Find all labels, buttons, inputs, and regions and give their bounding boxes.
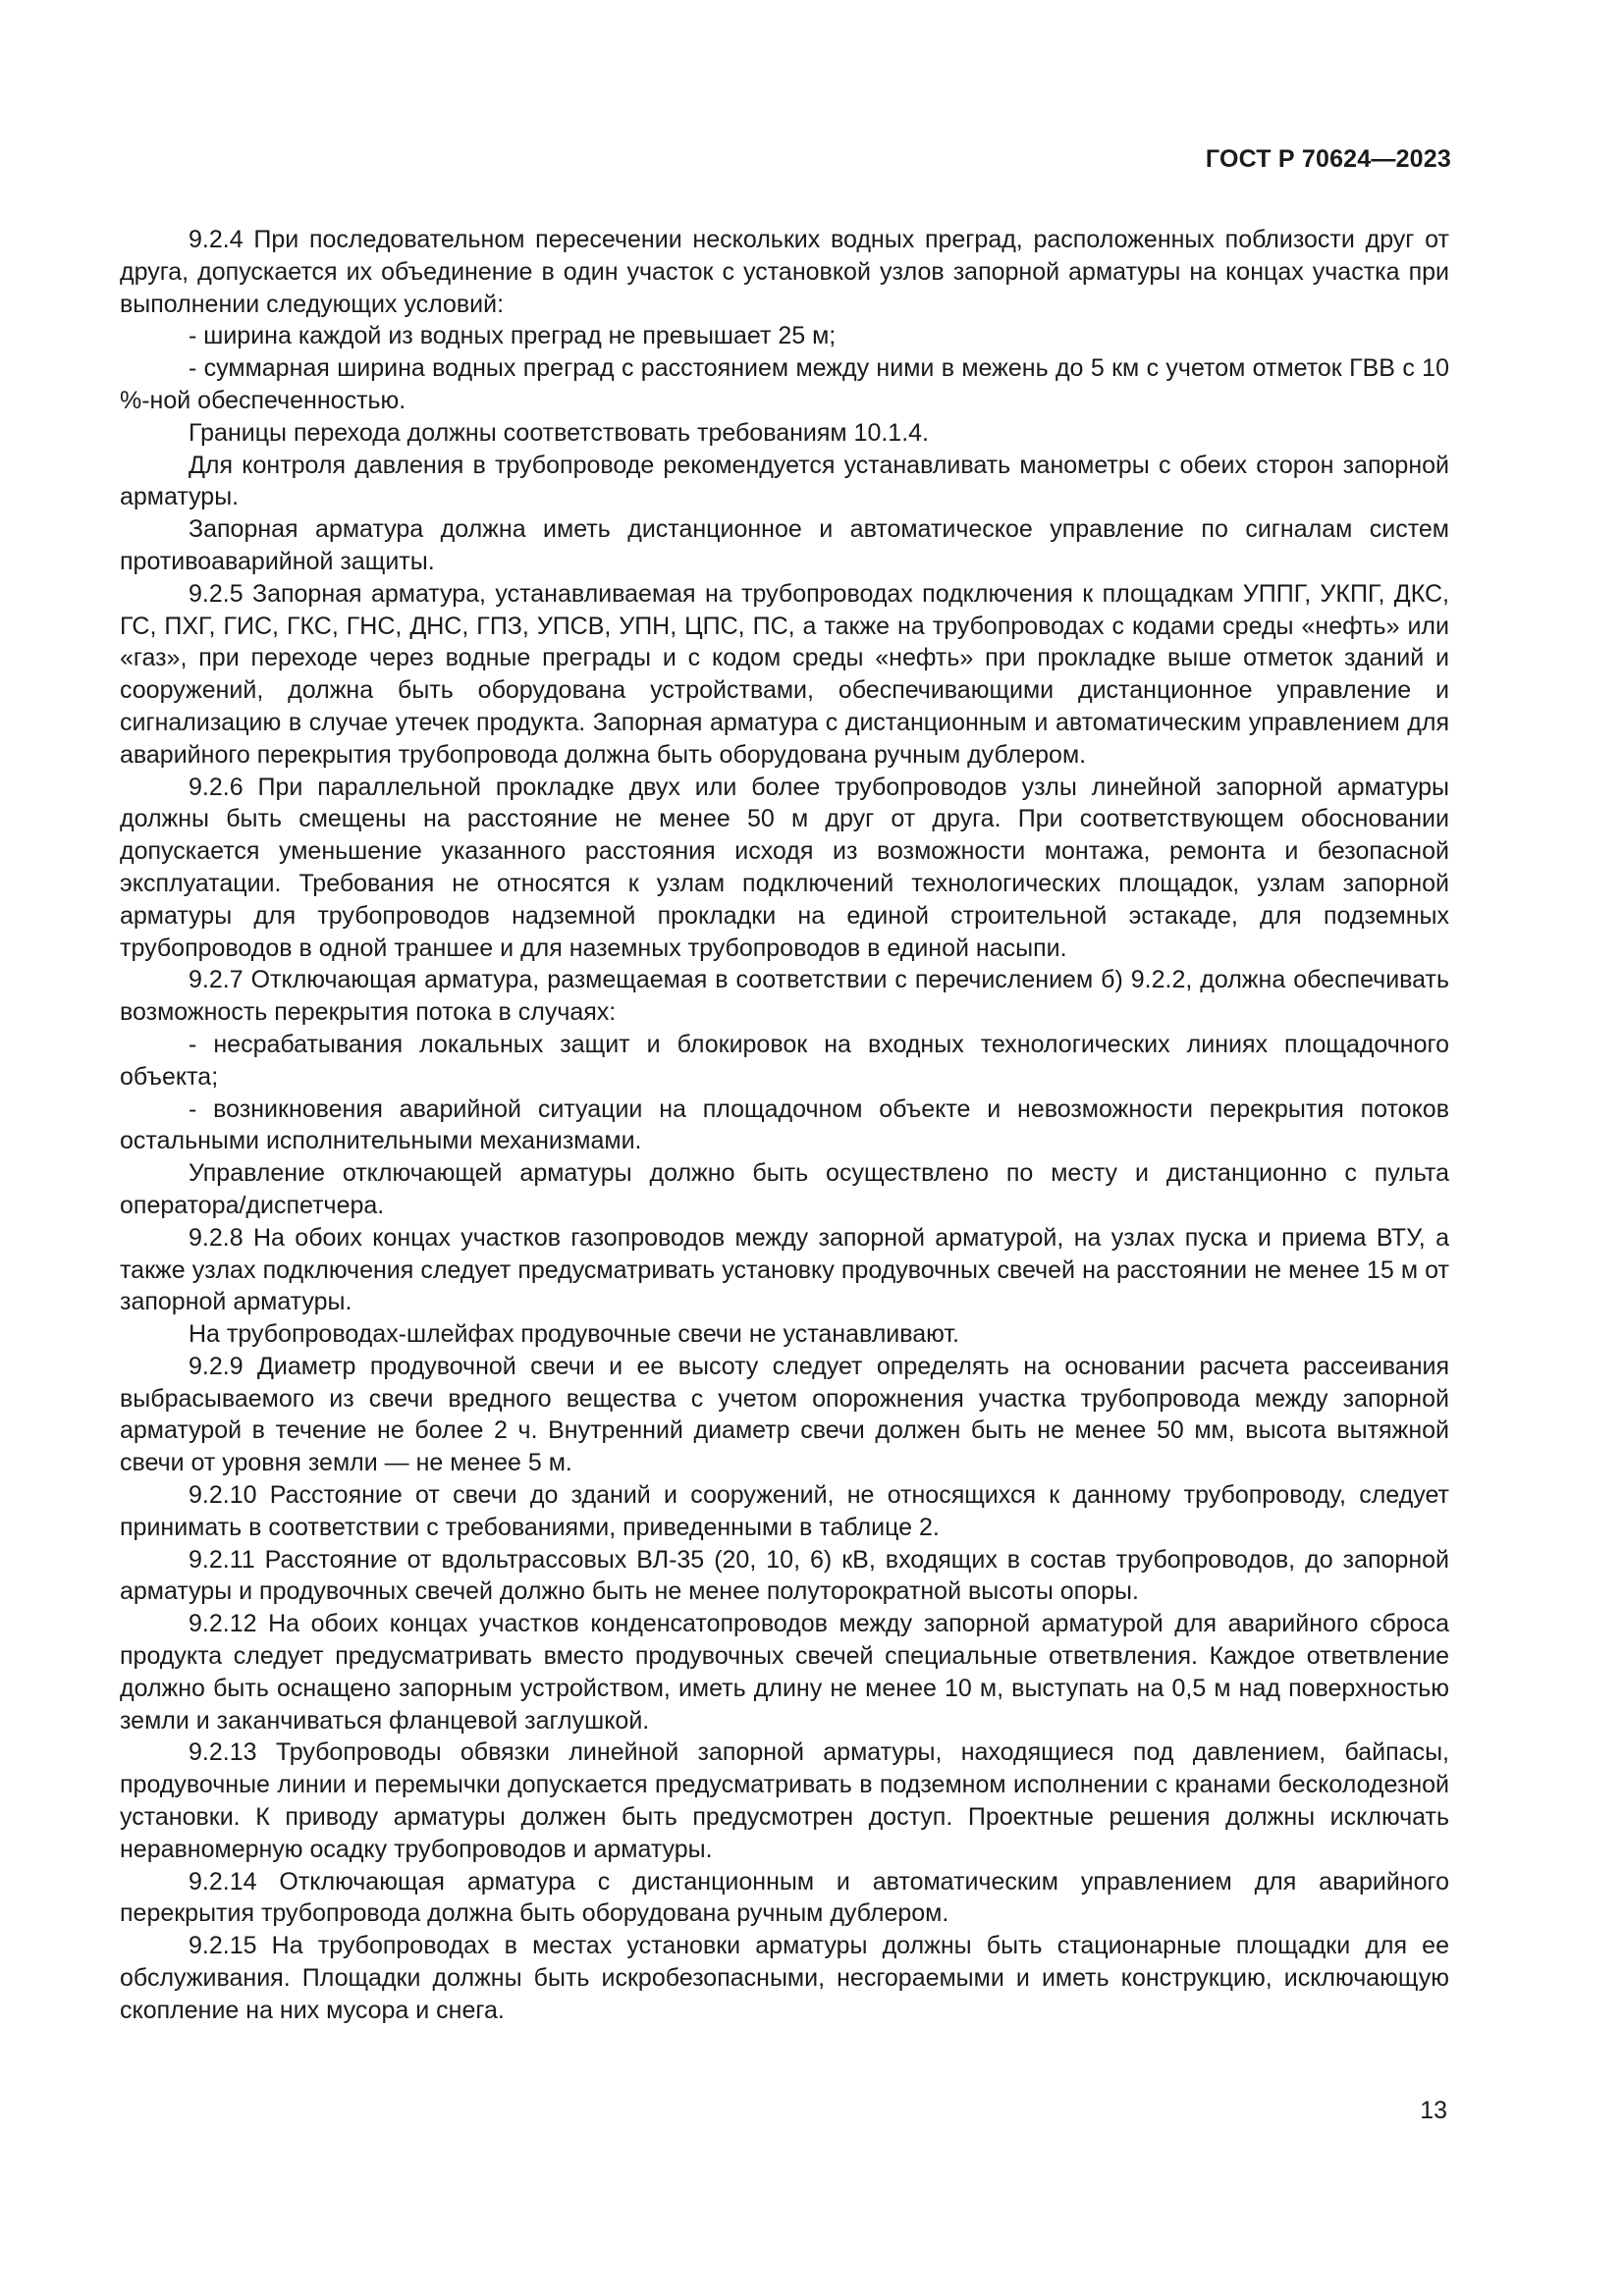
paragraph-9-2-15: 9.2.15 На трубопроводах в местах установки арматуры должны быть стационарные площадки для ее обслуживания. Площадки должны быть искробезопасными, несгораемыми и иметь конструкцию, исключающую скопление на них мусора и снега. (120, 1932, 1449, 2024)
paragraph-9-2-12: 9.2.12 На обоих концах участков конденсатопроводов между запорной арматурой для аварийного сброса продукта следует предусматривать вместо продувочных свечей специальные ответвления. Каждое ответвление должно быть оснащено запорным устройством, иметь длину не менее 10 м, выступать на 0,5 м над поверхностью земли и заканчиваться фланцевой заглушкой. (120, 1610, 1449, 1735)
paragraph-shutoff-control: Управление отключающей арматуры должно быть осуществлено по месту и дистанционно с пульта оператора/диспетчера. (120, 1159, 1449, 1219)
list-item-protection-failure: - несрабатывания локальных защит и блокировок на входных технологических линиях площадочного объекта; (120, 1030, 1449, 1091)
paragraph-9-2-8: 9.2.8 На обоих концах участков газопроводов между запорной арматурой, на узлах пуска и приема ВТУ, а также узлах подключения следует предусматривать установку продувочных свечей на расстоянии не менее 15 м от запорной арматуры. (120, 1223, 1449, 1316)
document-body (120, 224, 1449, 2027)
paragraph-flowlines: На трубопроводах-шлейфах продувочные свечи не устанавливают. (189, 1320, 959, 1349)
paragraph-remote-control: Запорная арматура должна иметь дистанционное и автоматическое управление по сигналам систем противоаварийной защиты. (120, 515, 1449, 575)
page-number: 13 (1420, 2097, 1447, 2124)
paragraph-9-2-9: 9.2.9 Диаметр продувочной свечи и ее высоту следует определять на основании расчета рассеивания выбрасываемого из свечи вредного вещества с учетом опорожнения участка трубопровода между запорной арматурой в течение не более 2 ч. Внутренний диаметр свечи должен быть не менее 50 мм, высота вытяжной свечи от уровня земли — не менее 5 м. (120, 1352, 1449, 1477)
list-item-width-limit: - ширина каждой из водных преград не превышает 25 м; (189, 322, 837, 350)
paragraph-9-2-11: 9.2.11 Расстояние от вдольтрассовых ВЛ-35 (20, 10, 6) кВ, входящих в состав трубопроводов, до запорной арматуры и продувочных свечей должно быть не менее полуторократной высоты опоры. (120, 1545, 1449, 1606)
paragraph-9-2-5: 9.2.5 Запорная арматура, устанавливаемая на трубопроводах подключения к площадкам УППГ, УКПГ, ДКС, ГС, ПХГ, ГИС, ГКС, ГНС, ДНС, ГПЗ, УПСВ, УПН, ЦПС, ПС, а также на трубопроводах с кодами среды «нефть» или «газ», при переходе через водные преграды и с кодом среды «нефть» при прокладке выше отметок зданий и сооружений, должна быть оборудована устройствами, обеспечивающими дистанционное управление и сигнализацию в случае утечек продукта. Запорная арматура с дистанционным и автоматическим управлением для аварийного перекрытия трубопровода должна быть оборудована ручным дублером. (120, 579, 1449, 769)
paragraph-9-2-4: 9.2.4 При последовательном пересечении нескольких водных преград, расположенных поблизости друг от друга, допускается их объединение в один участок с установкой узлов запорной арматуры на концах участка при выполнении следующих условий: (120, 226, 1449, 318)
paragraph-9-2-6: 9.2.6 При параллельной прокладке двух или более трубопроводов узлы линейной запорной арматуры должны быть смещены на расстояние не менее 50 м друг от друга. При соответствующем обосновании допускается уменьшение указанного расстояния исходя из возможности монтажа, ремонта и безопасной эксплуатации. Требования не относятся к узлам подключений технологических площадок, узлам запорной арматуры для трубопроводов надземной прокладки на единой строительной эстакаде, для подземных трубопроводов в одной траншее и для наземных трубопроводов в единой насыпи. (120, 773, 1449, 962)
paragraph-pressure-control: Для контроля давления в трубопроводе рекомендуется устанавливать манометры с обеих сторон запорной арматуры. (120, 451, 1449, 511)
paragraph-9-2-13: 9.2.13 Трубопроводы обвязки линейной запорной арматуры, находящиеся под давлением, байпасы, продувочные линии и перемычки допускается предусматривать в подземном исполнении с кранами бесколодезной установки. К приводу арматуры должен быть предусмотрен доступ. Проектные решения должны исключать неравномерную осадку трубопроводов и арматуры. (120, 1738, 1449, 1863)
paragraph-9-2-14: 9.2.14 Отключающая арматура с дистанционным и автоматическим управлением для аварийного перекрытия трубопровода должна быть оборудована ручным дублером. (120, 1867, 1449, 1928)
list-item-emergency: - возникновения аварийной ситуации на площадочном объекте и невозможности перекрытия потоков остальными исполнительными механизмами. (120, 1095, 1449, 1155)
list-item-total-width: - суммарная ширина водных преград с расстоянием между ними в межень до 5 км с учетом отметок ГВВ с 10 %-ной обеспеченностью. (120, 354, 1449, 414)
standard-code-header: ГОСТ Р 70624—2023 (1205, 145, 1451, 173)
paragraph-crossing-boundaries: Границы перехода должны соответствовать требованиям 10.1.4. (189, 418, 929, 447)
paragraph-9-2-7: 9.2.7 Отключающая арматура, размещаемая в соответствии с перечислением б) 9.2.2, должна обеспечивать возможность перекрытия потока в случаях: (120, 966, 1449, 1027)
paragraph-9-2-10: 9.2.10 Расстояние от свечи до зданий и сооружений, не относящихся к данному трубопроводу, следует принимать в соответствии с требованиями, приведенными в таблице 2. (120, 1481, 1449, 1541)
